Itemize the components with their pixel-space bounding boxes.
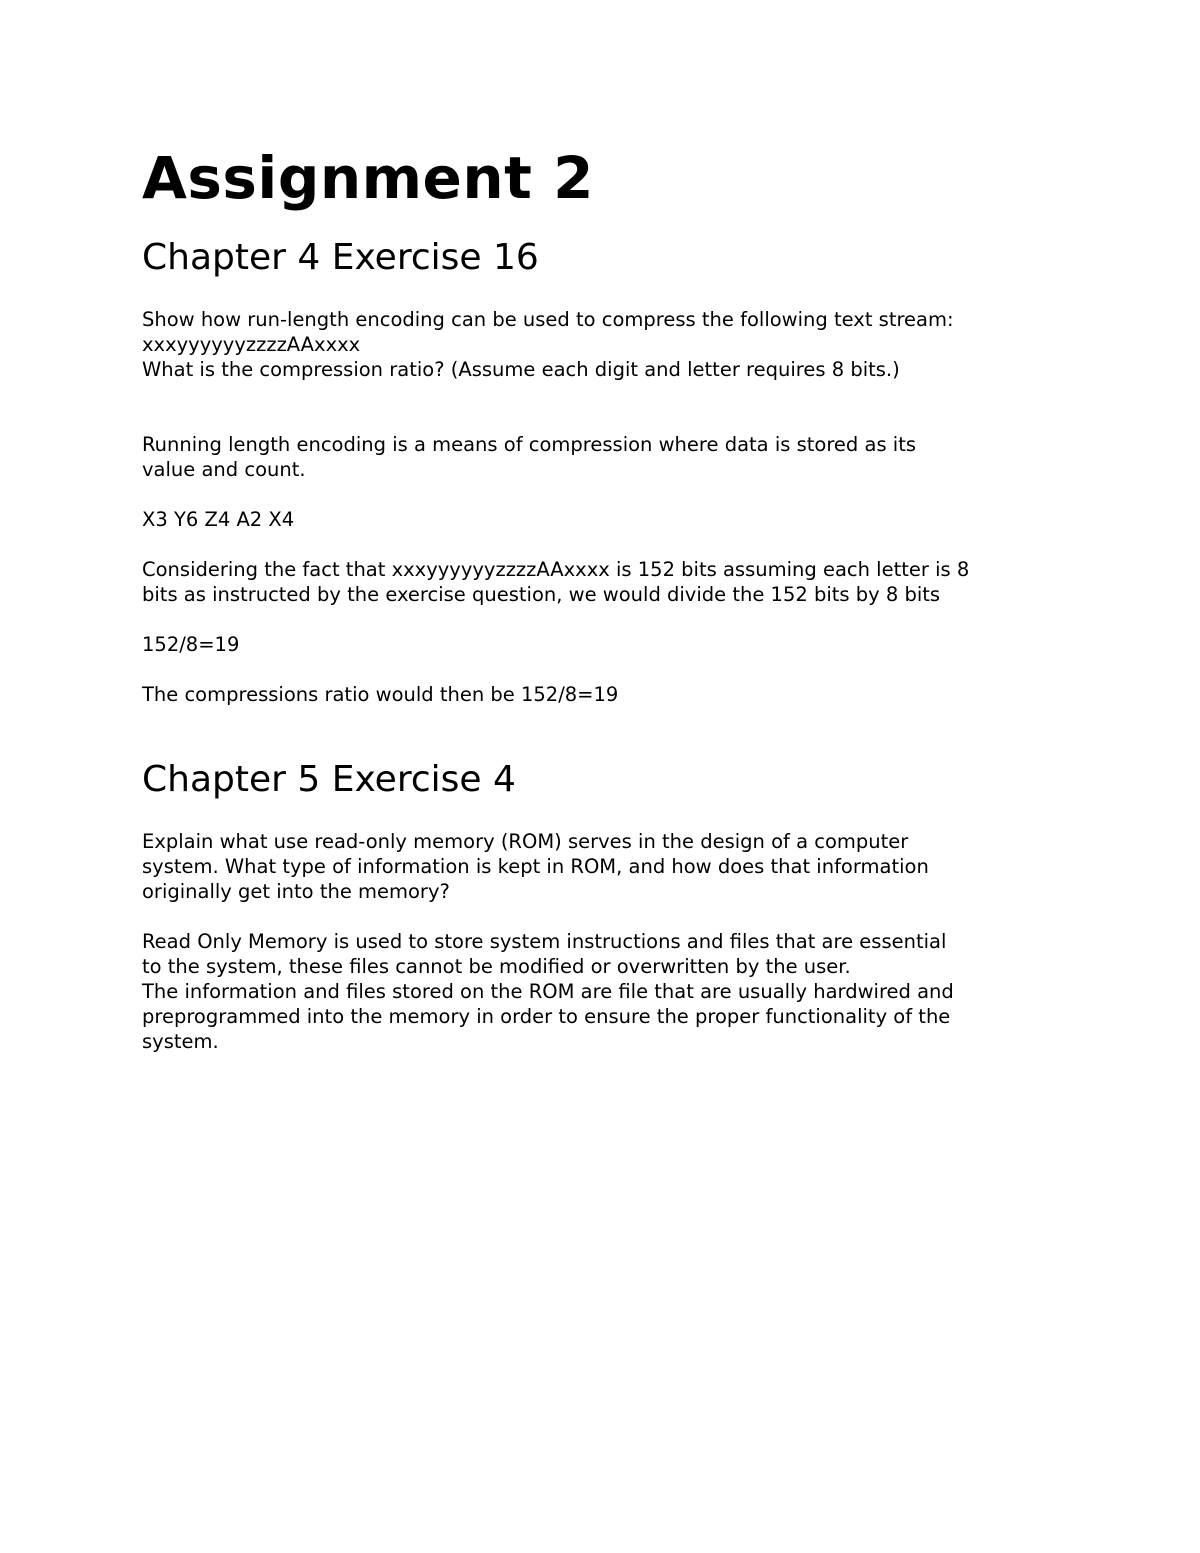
chapter-5-heading: Chapter 5 Exercise 4 bbox=[142, 759, 516, 800]
chapter-5-question bbox=[142, 829, 1072, 904]
answer-line: bits as instructed by the exercise question, we would divide the 152 bits by 8 bits bbox=[142, 583, 941, 606]
question-line: Show how run-length encoding can be used to compress the following text stream: bbox=[142, 308, 954, 331]
chapter-4-question bbox=[142, 307, 1072, 382]
chapter-4-heading: Chapter 4 Exercise 16 bbox=[142, 237, 539, 278]
answer-line: preprogrammed into the memory in order to ensure the proper functionality of the bbox=[142, 1005, 951, 1028]
question-line: What is the compression ratio? (Assume each digit and letter requires 8 bits.) bbox=[142, 358, 900, 381]
answer-line: Considering the fact that xxxyyyyyyzzzzAAxxxx is 152 bits assuming each letter is 8 bbox=[142, 558, 970, 581]
answer-line: value and count. bbox=[142, 458, 306, 481]
document-title: Assignment 2 bbox=[142, 144, 594, 212]
answer-line: system. bbox=[142, 1030, 219, 1053]
answer-line: Running length encoding is a means of compression where data is stored as its bbox=[142, 433, 917, 456]
answer-line: The information and files stored on the ROM are file that are usually hardwired and bbox=[142, 980, 954, 1003]
chapter-4-calculation: 152/8=19 bbox=[142, 633, 240, 656]
question-line: Explain what use read-only memory (ROM) serves in the design of a computer bbox=[142, 830, 909, 853]
chapter-4-answer-intro bbox=[142, 432, 1072, 482]
question-line: system. What type of information is kept in ROM, and how does that information bbox=[142, 855, 929, 878]
answer-line: Read Only Memory is used to store system instructions and files that are essential bbox=[142, 930, 947, 953]
chapter-4-conclusion: The compressions ratio would then be 152/8=19 bbox=[142, 683, 619, 706]
answer-line: to the system, these files cannot be modified or overwritten by the user. bbox=[142, 955, 851, 978]
question-line: originally get into the memory? bbox=[142, 880, 450, 903]
chapter-4-consideration bbox=[142, 557, 1072, 607]
question-line: xxxyyyyyyzzzzAAxxxx bbox=[142, 333, 361, 356]
chapter-5-answer bbox=[142, 929, 1072, 1054]
chapter-4-encoding: X3 Y6 Z4 A2 X4 bbox=[142, 508, 295, 531]
